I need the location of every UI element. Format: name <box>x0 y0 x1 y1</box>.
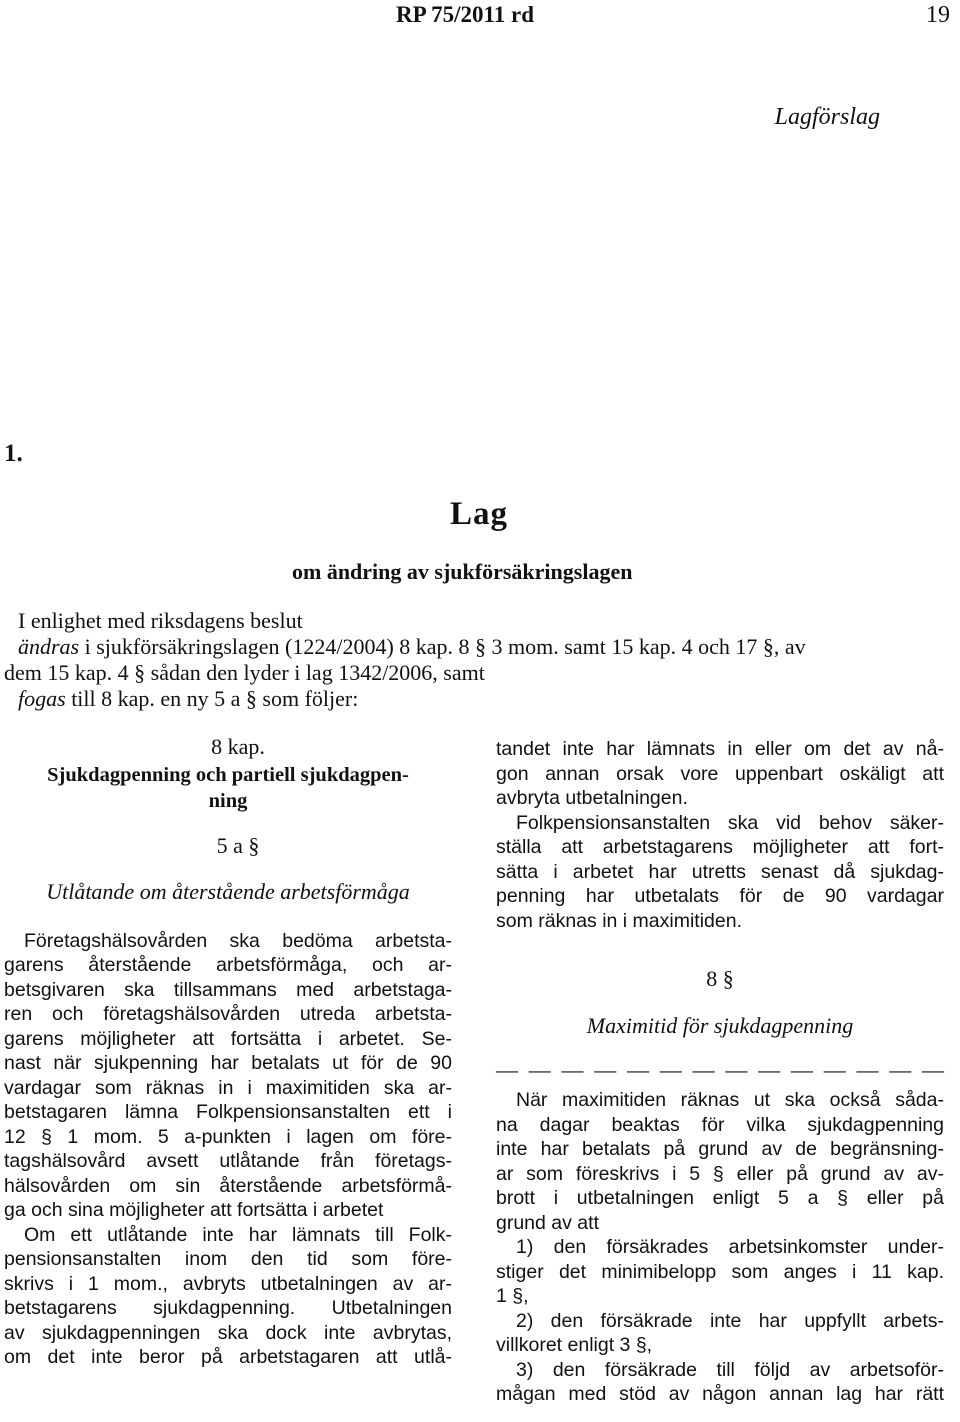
text-line: avbryta utbetalningen. <box>496 787 688 809</box>
text-line: na dagar beaktas för vilka sjukdagpenning <box>496 1113 944 1136</box>
chapter-heading-line: Sjukdagpenning och partiell sjukdagpen- <box>47 763 409 786</box>
omission-dashes: — — — — — — — — — — — — — — <box>496 1057 944 1082</box>
text-line: pensionsanstalten inom den tid som före- <box>4 1248 452 1270</box>
paragraph <box>496 811 944 934</box>
text-line: av sjukdagpenningen ska dock inte avbrytas, <box>4 1321 452 1344</box>
text-line: 1) den försäkrades arbetsinkomster under- <box>516 1236 944 1258</box>
chapter-label: 8 kap. <box>211 734 265 759</box>
add-verb: fogas <box>18 686 66 711</box>
text-line: 1 §, <box>496 1285 529 1307</box>
text-line: som räknas in i maximitiden. <box>496 909 742 932</box>
list-item <box>496 1309 944 1358</box>
intro-line <box>4 634 960 660</box>
section-title: Maximitid för sjukdagpenning <box>586 1012 854 1038</box>
text-line: vardagar som räknas in i maximitiden ska ar- <box>4 1076 452 1099</box>
right-column <box>496 737 944 1407</box>
text-line: Folkpensionsanstalten ska vid behov säker- <box>516 811 944 834</box>
law-title: Lag <box>450 496 509 532</box>
text-line: Om ett utlåtande inte har lämnats till Folk- <box>24 1223 452 1246</box>
intro-line: I enlighet med riksdagens beslut <box>18 608 303 633</box>
text-line: garens återstående arbetsförmåga, och ar- <box>4 954 452 976</box>
document-id: RP 75/2011 rd <box>396 2 535 27</box>
section-number: 5 a § <box>216 832 260 858</box>
text-line: penning har utbetalats för de 90 vardagar <box>496 885 944 907</box>
text-line: betstagarens sjukdagpenning. Utbetalningen <box>4 1297 452 1319</box>
text-line: Företagshälsovården ska bedöma arbetsta- <box>24 929 452 952</box>
text-line: ga och sina möjligheter att fortsätta i arbetet <box>4 1199 384 1221</box>
text-line: tandet inte har lämnats in eller om det av nå- <box>496 738 944 760</box>
text-line: stiger det minimibelopp som anges i 11 kap. <box>496 1260 944 1283</box>
text-line: skrivs i 1 mom., avbryts utbetalningen av ar- <box>4 1272 452 1295</box>
law-subtitle: om ändring av sjukförsäkringslagen <box>292 559 633 584</box>
text-line: tagshälsovård avsett utlåtande från företags- <box>4 1150 452 1172</box>
text-line: sätta i arbetet har utretts senast då sjukdag- <box>496 860 944 883</box>
text-line: villkoret enligt 3 §, <box>496 1334 653 1356</box>
intro-line: dem 15 kap. 4 § sådan den lyder i lag 1342/2006, samt <box>4 660 485 685</box>
text-line: betsgivaren ska tillsammans med arbetstaga- <box>4 978 452 1001</box>
intro-line <box>4 686 960 712</box>
enactment-clause <box>4 608 960 712</box>
text-line: brott i utbetalningen enligt 5 a § eller på <box>496 1187 944 1209</box>
text-line: mågan med stöd av någon annan lag har rätt <box>496 1383 944 1405</box>
list-item <box>496 1235 944 1309</box>
text-line: om det inte beror på arbetstagaren att utlå- <box>4 1346 452 1368</box>
text-line: När maximitiden räknas ut ska också såda- <box>516 1089 944 1111</box>
paragraph <box>496 1088 944 1235</box>
section-label: Lagförslag <box>774 104 880 130</box>
text-line: inte har betalats på grund av de begränsning- <box>496 1138 944 1160</box>
amend-verb: ändras <box>18 634 80 659</box>
intro-text: i sjukförsäkringslagen (1224/2004) 8 kap. 8 § 3 mom. samt 15 kap. 4 och 17 §, av <box>79 634 806 659</box>
intro-text: till 8 kap. en ny 5 a § som följer: <box>65 686 359 711</box>
paragraph <box>496 737 944 811</box>
item-number: 1. <box>4 440 23 467</box>
chapter-heading <box>4 762 452 814</box>
text-line: garens möjligheter att fortsätta i arbetet. Se- <box>4 1027 452 1050</box>
text-line: 3) den försäkrade till följd av arbetsoför- <box>516 1358 944 1381</box>
text-line: hälsovården om sin återstående arbetsförmå- <box>4 1174 452 1197</box>
paragraph <box>4 1223 452 1370</box>
text-line: betstagaren lämna Folkpensionsanstalten ett i <box>4 1101 452 1123</box>
text-line: ar som föreskrivs i 5 § eller på grund av av- <box>496 1162 944 1185</box>
text-line: gon annan orsak vore uppenbart oskäligt att <box>496 762 944 785</box>
text-line: ställa att arbetstagarens möjligheter att fort- <box>496 836 944 858</box>
left-column <box>4 735 452 1370</box>
list-item <box>496 1358 944 1407</box>
text-line: 12 § 1 mom. 5 a-punkten i lagen om före- <box>4 1125 452 1148</box>
text-line: ren och företagshälsovården utreda arbetsta- <box>4 1003 452 1025</box>
paragraph <box>4 929 452 1223</box>
chapter-heading-line: ning <box>208 789 248 812</box>
section-title: Utlåtande om återstående arbetsförmåga <box>46 879 410 904</box>
page-number: 19 <box>926 2 950 28</box>
text-line: 2) den försäkrade inte har uppfyllt arbets- <box>516 1309 944 1332</box>
text-line: grund av att <box>496 1211 599 1234</box>
section-number: 8 § <box>706 966 734 991</box>
text-line: nast när sjukpenning har betalats ut för de 90 <box>4 1052 452 1074</box>
